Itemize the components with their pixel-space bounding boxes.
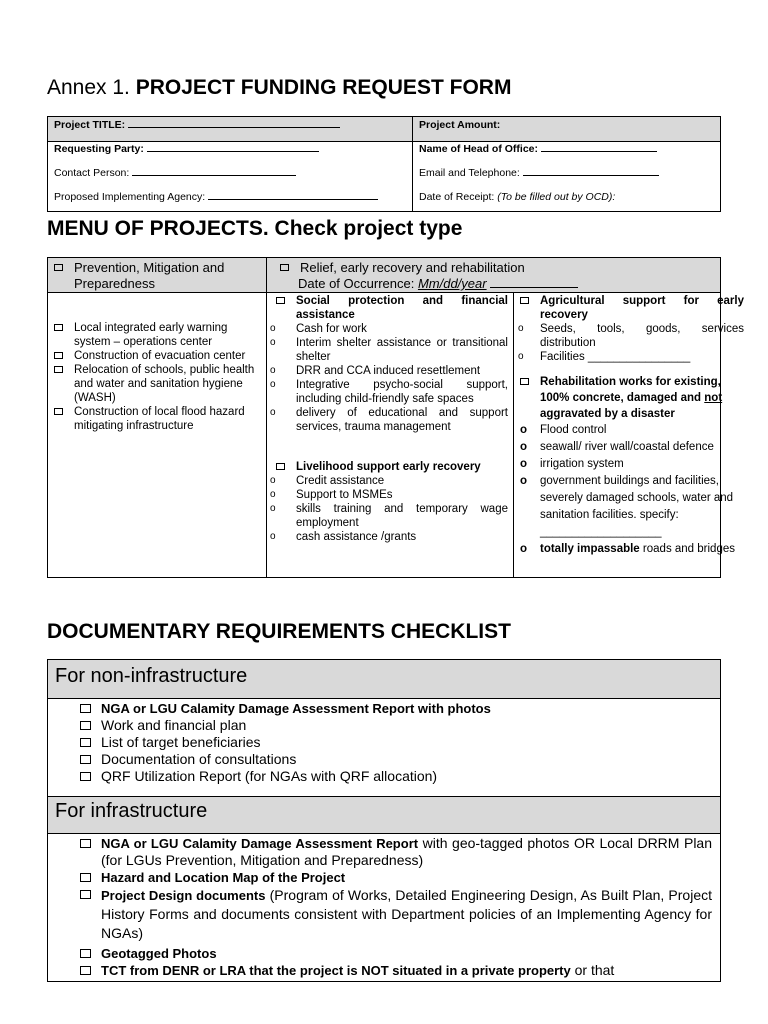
checkbox-icon[interactable] — [80, 839, 91, 848]
col1-list — [48, 321, 258, 433]
col1-checkbox[interactable] — [54, 264, 63, 271]
checkbox-icon[interactable] — [54, 324, 63, 331]
checkbox-icon[interactable] — [80, 721, 91, 730]
checkbox-icon[interactable] — [54, 366, 63, 373]
infra-header — [48, 797, 720, 834]
social-title[interactable]: Social protection and financial assistance — [270, 294, 508, 322]
checkbox-icon[interactable] — [54, 352, 63, 359]
menu-divider-1 — [266, 258, 267, 577]
checklist-item[interactable]: Documentation of consultations — [48, 751, 720, 768]
social-item: o DRR and CCA induced resettlement — [270, 365, 481, 377]
menu-divider-2 — [513, 292, 514, 577]
checklist-heading: DOCUMENTARY REQUIREMENTS CHECKLIST — [47, 620, 511, 643]
checkbox-icon[interactable] — [54, 408, 63, 415]
social-item: o Cash for work — [270, 323, 367, 335]
project-title-field[interactable]: Project TITLE: — [54, 119, 340, 131]
email-telephone-line[interactable] — [523, 175, 659, 176]
rehab-item: o government buildings and facilities, severely damaged schools, water and sanitation facilities. specify: — [520, 475, 734, 521]
head-of-office-line[interactable] — [541, 151, 657, 152]
col1-item[interactable]: Local integrated early warning system – operations center — [48, 321, 258, 349]
checkbox-icon[interactable] — [520, 378, 529, 385]
col1-header[interactable]: Prevention, Mitigation and Preparedness — [48, 260, 262, 292]
checklist-item[interactable]: NGA or LGU Calamity Damage Assessment Report with photos — [48, 700, 720, 717]
implementing-agency-line[interactable] — [208, 199, 378, 200]
checklist-item[interactable]: TCT from DENR or LRA that the project is NOT situated in a private property or that — [48, 962, 712, 979]
occurrence-line[interactable] — [490, 287, 578, 288]
social-item: o delivery of educational and support services, trauma management — [270, 407, 508, 433]
checkbox-icon[interactable] — [80, 772, 91, 781]
checkbox-icon[interactable] — [276, 463, 285, 470]
col1-item[interactable]: Construction of local flood hazard mitigating infrastructure — [48, 405, 258, 433]
checkbox-icon[interactable] — [80, 949, 91, 958]
col2-header[interactable]: Relief, early recovery and rehabilitation Date of Occurrence: Mm/dd/year — [274, 260, 714, 292]
rehab-item: o seawall/ river wall/coastal defence — [520, 441, 714, 453]
date-receipt-field: Date of Receipt: (To be filled out by OCD): — [419, 191, 616, 203]
implementing-agency-field[interactable]: Proposed Implementing Agency: — [54, 191, 378, 203]
rehab-title[interactable]: Rehabilitation works for existing, 100% concrete, damaged and not aggravated by a disaster — [516, 374, 744, 422]
checkbox-icon[interactable] — [80, 890, 91, 899]
social-item: o Interim shelter assistance or transitional shelter — [270, 337, 508, 363]
col1-item[interactable]: Construction of evacuation center — [48, 349, 258, 363]
infra-title: For infrastructure — [55, 800, 208, 822]
head-of-office-field[interactable]: Name of Head of Office: — [419, 143, 657, 155]
checklist-item[interactable]: Project Design documents (Program of Works, Detailed Engineering Design, As Built Plan, Project History Forms and documents consistent with Department policies of an Implementing Agency for NGAs) — [48, 886, 712, 943]
checklist-item[interactable]: Hazard and Location Map of the Project — [48, 869, 712, 886]
project-amount-field[interactable]: Project Amount: — [419, 119, 501, 131]
checkbox-icon[interactable] — [80, 755, 91, 764]
checklist-item[interactable]: Geotagged Photos — [48, 945, 712, 962]
contact-person-field[interactable]: Contact Person: — [54, 167, 296, 179]
rehab-specify-line[interactable]: ___________________ — [540, 526, 662, 538]
livelihood-item: o Support to MSMEs — [270, 489, 393, 501]
checkbox-icon[interactable] — [276, 297, 285, 304]
livelihood-item: o Credit assistance — [270, 475, 385, 487]
col3-list — [516, 294, 744, 558]
menu-table — [47, 257, 744, 578]
agri-item: o Seeds, tools, goods, services distribution — [518, 323, 744, 349]
checkbox-icon[interactable] — [80, 738, 91, 747]
col2-checkbox[interactable] — [280, 264, 289, 271]
checkbox-icon[interactable] — [520, 297, 529, 304]
requesting-party-field[interactable]: Requesting Party: — [54, 143, 319, 155]
project-title-line[interactable] — [128, 127, 340, 128]
livelihood-item: o cash assistance /grants — [270, 531, 417, 543]
non-infra-header — [48, 660, 720, 699]
info-divider — [412, 117, 413, 211]
rehab-item: o totally impassable roads and bridges — [520, 543, 735, 555]
col2-list — [270, 294, 508, 544]
agri-title[interactable]: Agricultural support for early recovery — [516, 294, 744, 322]
checklist-item[interactable]: Work and financial plan — [48, 717, 720, 734]
non-infra-section — [47, 659, 721, 797]
rehab-item: o Flood control — [520, 424, 607, 436]
col1-item[interactable]: Relocation of schools, public health and water and sanitation hygiene (WASH) — [48, 363, 258, 405]
menu-heading: MENU OF PROJECTS. Check project type — [47, 217, 463, 240]
livelihood-item: o skills training and temporary wage employment — [270, 503, 508, 529]
livelihood-title[interactable]: Livelihood support early recovery — [270, 460, 508, 474]
social-item: o Integrative psycho-social support, including child-friendly safe spaces — [270, 379, 508, 405]
checkbox-icon[interactable] — [80, 966, 91, 975]
infra-section — [47, 796, 721, 982]
checkbox-icon[interactable] — [80, 704, 91, 713]
checklist-item[interactable]: QRF Utilization Report (for NGAs with QRF allocation) — [48, 768, 720, 785]
infra-list — [48, 835, 712, 979]
contact-person-line[interactable] — [132, 175, 296, 176]
email-telephone-field[interactable]: Email and Telephone: — [419, 167, 659, 179]
agri-item: o Facilities ________________ — [518, 351, 691, 363]
checkbox-icon[interactable] — [80, 873, 91, 882]
checklist-item[interactable]: NGA or LGU Calamity Damage Assessment Report with geo-tagged photos OR Local DRRM Plan (for LGUs Prevention, Mitigation and Preparedness) — [48, 835, 712, 869]
date-of-occurrence[interactable]: Date of Occurrence: Mm/dd/year — [274, 276, 714, 292]
non-infra-title: For non-infrastructure — [55, 665, 248, 687]
non-infra-list — [48, 700, 720, 785]
checklist-item[interactable]: List of target beneficiaries — [48, 734, 720, 751]
rehab-item: o irrigation system — [520, 458, 624, 470]
form-title: Annex 1. PROJECT FUNDING REQUEST FORM — [47, 76, 512, 99]
info-table — [47, 116, 721, 212]
requesting-party-line[interactable] — [147, 151, 319, 152]
